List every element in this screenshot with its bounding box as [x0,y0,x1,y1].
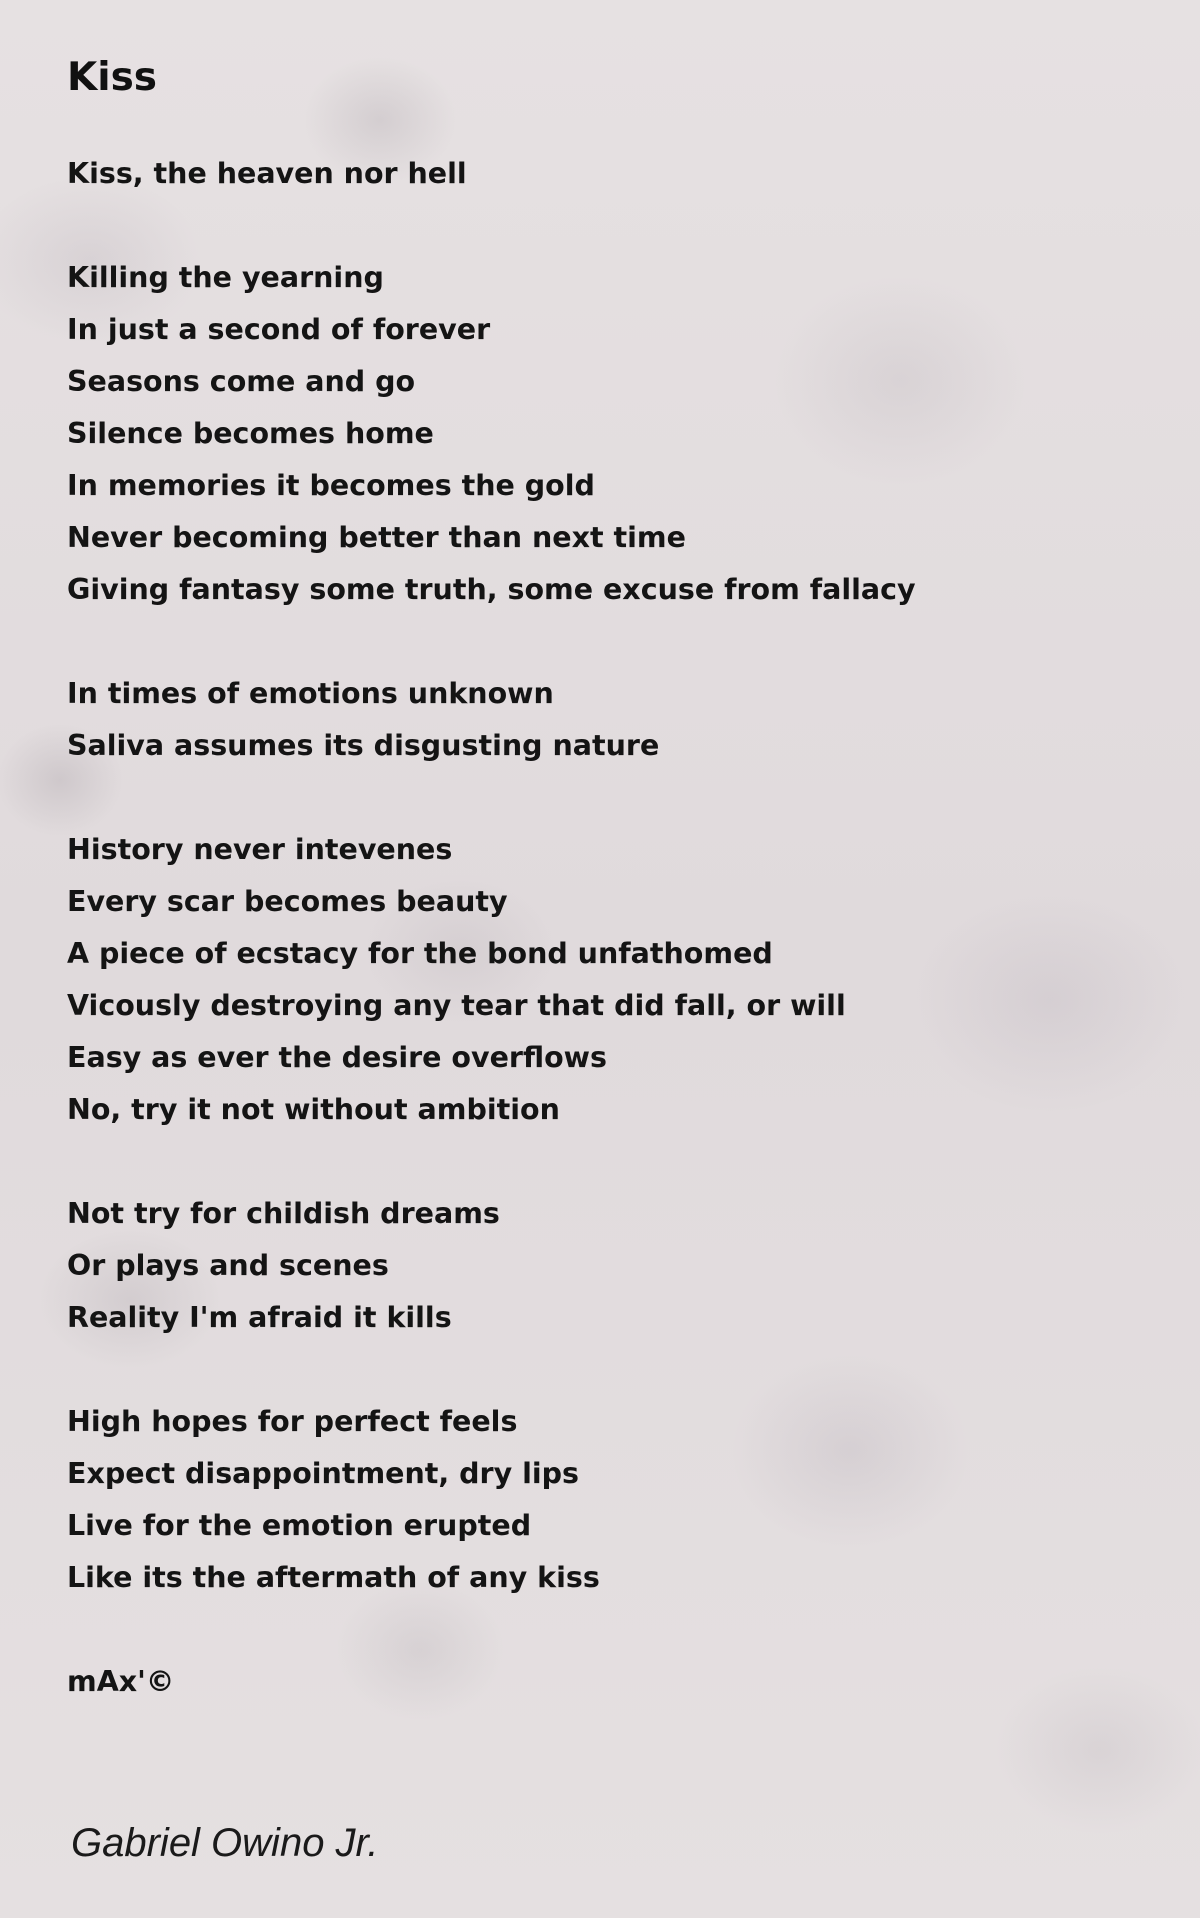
stanza-break [67,1604,916,1656]
poem-line: Not try for childish dreams [67,1197,500,1230]
poem-body [67,148,916,1708]
poem-line: Every scar becomes beauty [67,885,508,918]
poem-line: Or plays and scenes [67,1249,389,1282]
poem-line: Live for the emotion erupted [67,1509,532,1542]
poem-line: History never intevenes [67,833,453,866]
stanza-break [67,200,916,252]
poem-line: No, try it not without ambition [67,1093,560,1126]
poem-title: Kiss [67,55,158,100]
poem-line: A piece of ecstacy for the bond unfathomed [67,937,773,970]
poem-line: Expect disappointment, dry lips [67,1457,579,1490]
stanza-break [67,772,916,824]
stanza-break [67,616,916,668]
poem-line: Like its the aftermath of any kiss [67,1561,600,1594]
poem-line: Reality I'm afraid it kills [67,1301,452,1334]
poem-signature: mAx'© [67,1665,175,1698]
poem-line: Killing the yearning [67,261,384,294]
poem-line: Seasons come and go [67,365,416,398]
poem-line: High hopes for perfect feels [67,1405,518,1438]
poem-line: In just a second of forever [67,313,491,346]
poem-line: Kiss, the heaven nor hell [67,157,467,190]
stanza-break [67,1344,916,1396]
poem-line: Vicously destroying any tear that did fall, or will [67,989,846,1022]
poem-line: Giving fantasy some truth, some excuse from fallacy [67,573,916,606]
poem-line: Easy as ever the desire overflows [67,1041,607,1074]
poem-line: Saliva assumes its disgusting nature [67,729,660,762]
poem-line: Never becoming better than next time [67,521,686,554]
poem-line: In memories it becomes the gold [67,469,595,502]
poem-line: In times of emotions unknown [67,677,554,710]
poem-line: Silence becomes home [67,417,434,450]
author-name: Gabriel Owino Jr. [71,1821,379,1865]
stanza-break [67,1136,916,1188]
